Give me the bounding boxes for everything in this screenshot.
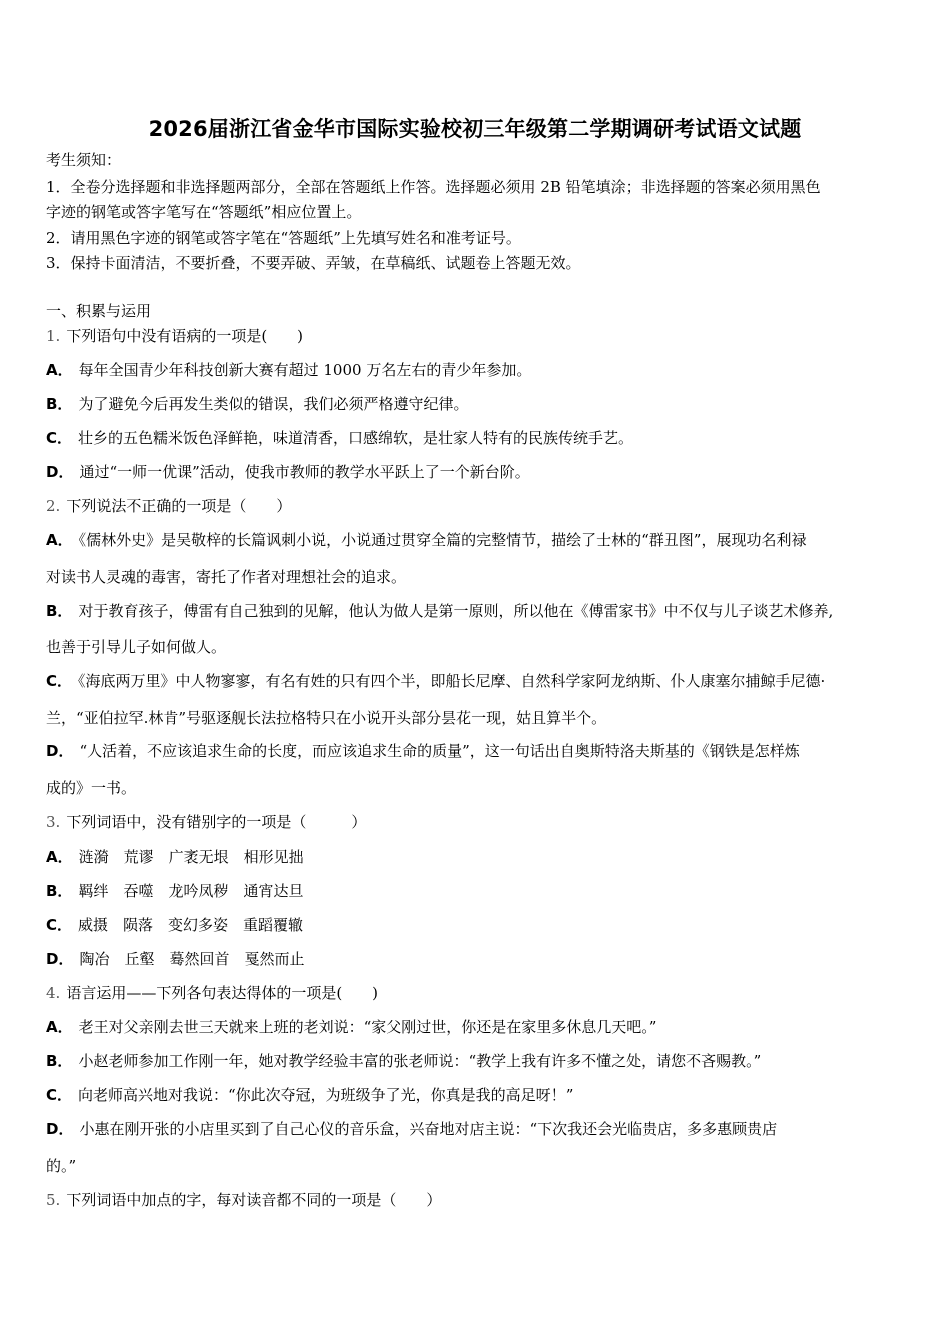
notice-item-3: 3．保持卡面清洁，不要折叠，不要弄破、弄皱，在草稿纸、试题卷上答题无效。 xyxy=(46,254,581,272)
question-text: 语言运用——下列各句表达得体的一项是( ) xyxy=(66,984,379,1002)
question-number: 3. xyxy=(46,813,61,831)
option-text: 对于教育孩子，傅雷有自己独到的见解，他认为做人是第一原则，所以他在《傅雷家书》中不仅与儿子谈艺术修养, xyxy=(78,602,834,620)
option-text: 小赵老师参加工作刚一年，她对教学经验丰富的张老师说：“教学上我有许多不懂之处，请您不吝赐教。” xyxy=(78,1052,762,1070)
question-2-option-a-continued: 对读书人灵魂的毒害，寄托了作者对理想社会的追求。 xyxy=(46,568,407,586)
question-4-option-a xyxy=(46,1017,916,1037)
question-1-option-d xyxy=(46,462,916,482)
question-number: 1. xyxy=(46,327,61,345)
question-5-stem xyxy=(46,1190,916,1210)
question-3-option-d xyxy=(46,949,916,969)
notice-item-1-line-1: 1．全卷分选择题和非选择题两部分，全部在答题纸上作答。选择题必须用 2B 铅笔填涂；非选择题的答案必须用黑色 xyxy=(46,178,821,196)
option-text: 陶冶 丘壑 蓦然回首 戛然而止 xyxy=(79,950,305,968)
option-text: 通过“一师一优课”活动，使我市教师的教学水平跃上了一个新台阶。 xyxy=(79,463,530,481)
question-1-option-a xyxy=(46,360,916,380)
option-text: 羁绊 吞噬 龙吟凤秽 通宵达旦 xyxy=(78,882,304,900)
option-label: A． xyxy=(46,1018,73,1036)
question-number: 5. xyxy=(46,1191,61,1209)
option-text: 《儒林外史》是吴敬梓的长篇讽刺小说，小说通过贯穿全篇的完整情节，描绘了士林的“群丑图”，展现功名利禄 xyxy=(78,531,807,549)
question-4-stem xyxy=(46,983,916,1003)
question-number: 2. xyxy=(46,497,61,515)
notice-item-1-line-2: 字迹的钢笔或答字笔写在“答题纸”相应位置上。 xyxy=(46,203,362,221)
question-text: 下列词语中加点的字，每对读音都不同的一项是（ ） xyxy=(66,1191,442,1209)
question-number: 4. xyxy=(46,984,61,1002)
question-text: 下列说法不正确的一项是（ ） xyxy=(66,497,292,515)
question-1-option-c xyxy=(46,428,916,448)
option-label: B． xyxy=(46,395,73,413)
question-2-option-a xyxy=(46,530,916,550)
option-label: B． xyxy=(46,1052,73,1070)
option-text: 老王对父亲刚去世三天就来上班的老刘说：“家父刚过世，你还是在家里多休息几天吧。” xyxy=(78,1018,657,1036)
option-label: D． xyxy=(46,742,74,760)
question-3-option-a xyxy=(46,847,916,867)
question-4-option-d xyxy=(46,1119,916,1139)
option-label: D． xyxy=(46,1120,74,1138)
option-text: 为了避免今后再发生类似的错误，我们必须严格遵守纪律。 xyxy=(78,395,469,413)
question-4-option-b xyxy=(46,1051,916,1071)
option-text: 《海底两万里》中人物寥寥，有名有姓的只有四个半，即船长尼摩、自然科学家阿龙纳斯、仆人康塞尔捕鲸手尼德· xyxy=(78,672,826,690)
question-3-stem xyxy=(46,812,916,832)
question-4-option-d-continued: 的。” xyxy=(46,1157,77,1175)
option-label: C． xyxy=(46,916,73,934)
option-label: C． xyxy=(46,429,73,447)
option-text: 威摄 陨落 变幻多姿 重蹈覆辙 xyxy=(78,916,304,934)
option-label: D． xyxy=(46,463,74,481)
question-3-option-b xyxy=(46,881,916,901)
option-label: C． xyxy=(46,672,73,690)
question-2-option-d-continued: 成的》一书。 xyxy=(46,779,137,797)
option-label: C． xyxy=(46,1086,73,1104)
question-text: 下列语句中没有语病的一项是( ) xyxy=(66,327,304,345)
option-label: A． xyxy=(46,531,73,549)
option-text: 壮乡的五色糯米饭色泽鲜艳，味道清香，口感绵软，是壮家人特有的民族传统手艺。 xyxy=(78,429,634,447)
option-label: B． xyxy=(46,602,73,620)
exam-title: 2026届浙江省金华市国际实验校初三年级第二学期调研考试语文试题 xyxy=(148,117,802,141)
notice-heading: 考生须知： xyxy=(46,151,122,169)
question-3-option-c xyxy=(46,915,916,935)
question-2-option-c xyxy=(46,671,916,691)
question-2-option-b-continued: 也善于引导儿子如何做人。 xyxy=(46,638,227,656)
option-text: 每年全国青少年科技创新大赛有超过 1000 万名左右的青少年参加。 xyxy=(78,361,532,379)
question-text: 下列词语中，没有错别字的一项是（ ） xyxy=(66,813,367,831)
question-1-stem xyxy=(46,326,916,346)
question-2-option-c-continued: 兰，“亚伯拉罕.林肯”号驱逐舰长法拉格特只在小说开头部分昙花一现，姑且算半个。 xyxy=(46,709,607,727)
option-label: A． xyxy=(46,361,73,379)
question-2-option-b xyxy=(46,601,916,621)
option-label: B． xyxy=(46,882,73,900)
option-text: 小惠在刚开张的小店里买到了自己心仪的音乐盒，兴奋地对店主说：“下次我还会光临贵店，多多惠顾贵店 xyxy=(79,1120,778,1138)
question-2-stem xyxy=(46,496,916,516)
question-2-option-d xyxy=(46,741,916,761)
option-text: 向老师高兴地对我说：“你此次夺冠，为班级争了光，你真是我的高足呀！” xyxy=(78,1086,574,1104)
option-text: 涟漪 荒谬 广袤无垠 相形见拙 xyxy=(78,848,304,866)
question-1-option-b xyxy=(46,394,916,414)
notice-item-2: 2．请用黑色字迹的钢笔或答字笔在“答题纸”上先填写姓名和准考证号。 xyxy=(46,229,521,247)
option-text: “人活着，不应该追求生命的长度，而应该追求生命的质量”，这一句话出自奥斯特洛夫斯基的《钢铁是怎样炼 xyxy=(79,742,800,760)
option-label: D． xyxy=(46,950,74,968)
question-4-option-c xyxy=(46,1085,916,1105)
option-label: A． xyxy=(46,848,73,866)
section-heading: 一、积累与运用 xyxy=(46,302,152,320)
